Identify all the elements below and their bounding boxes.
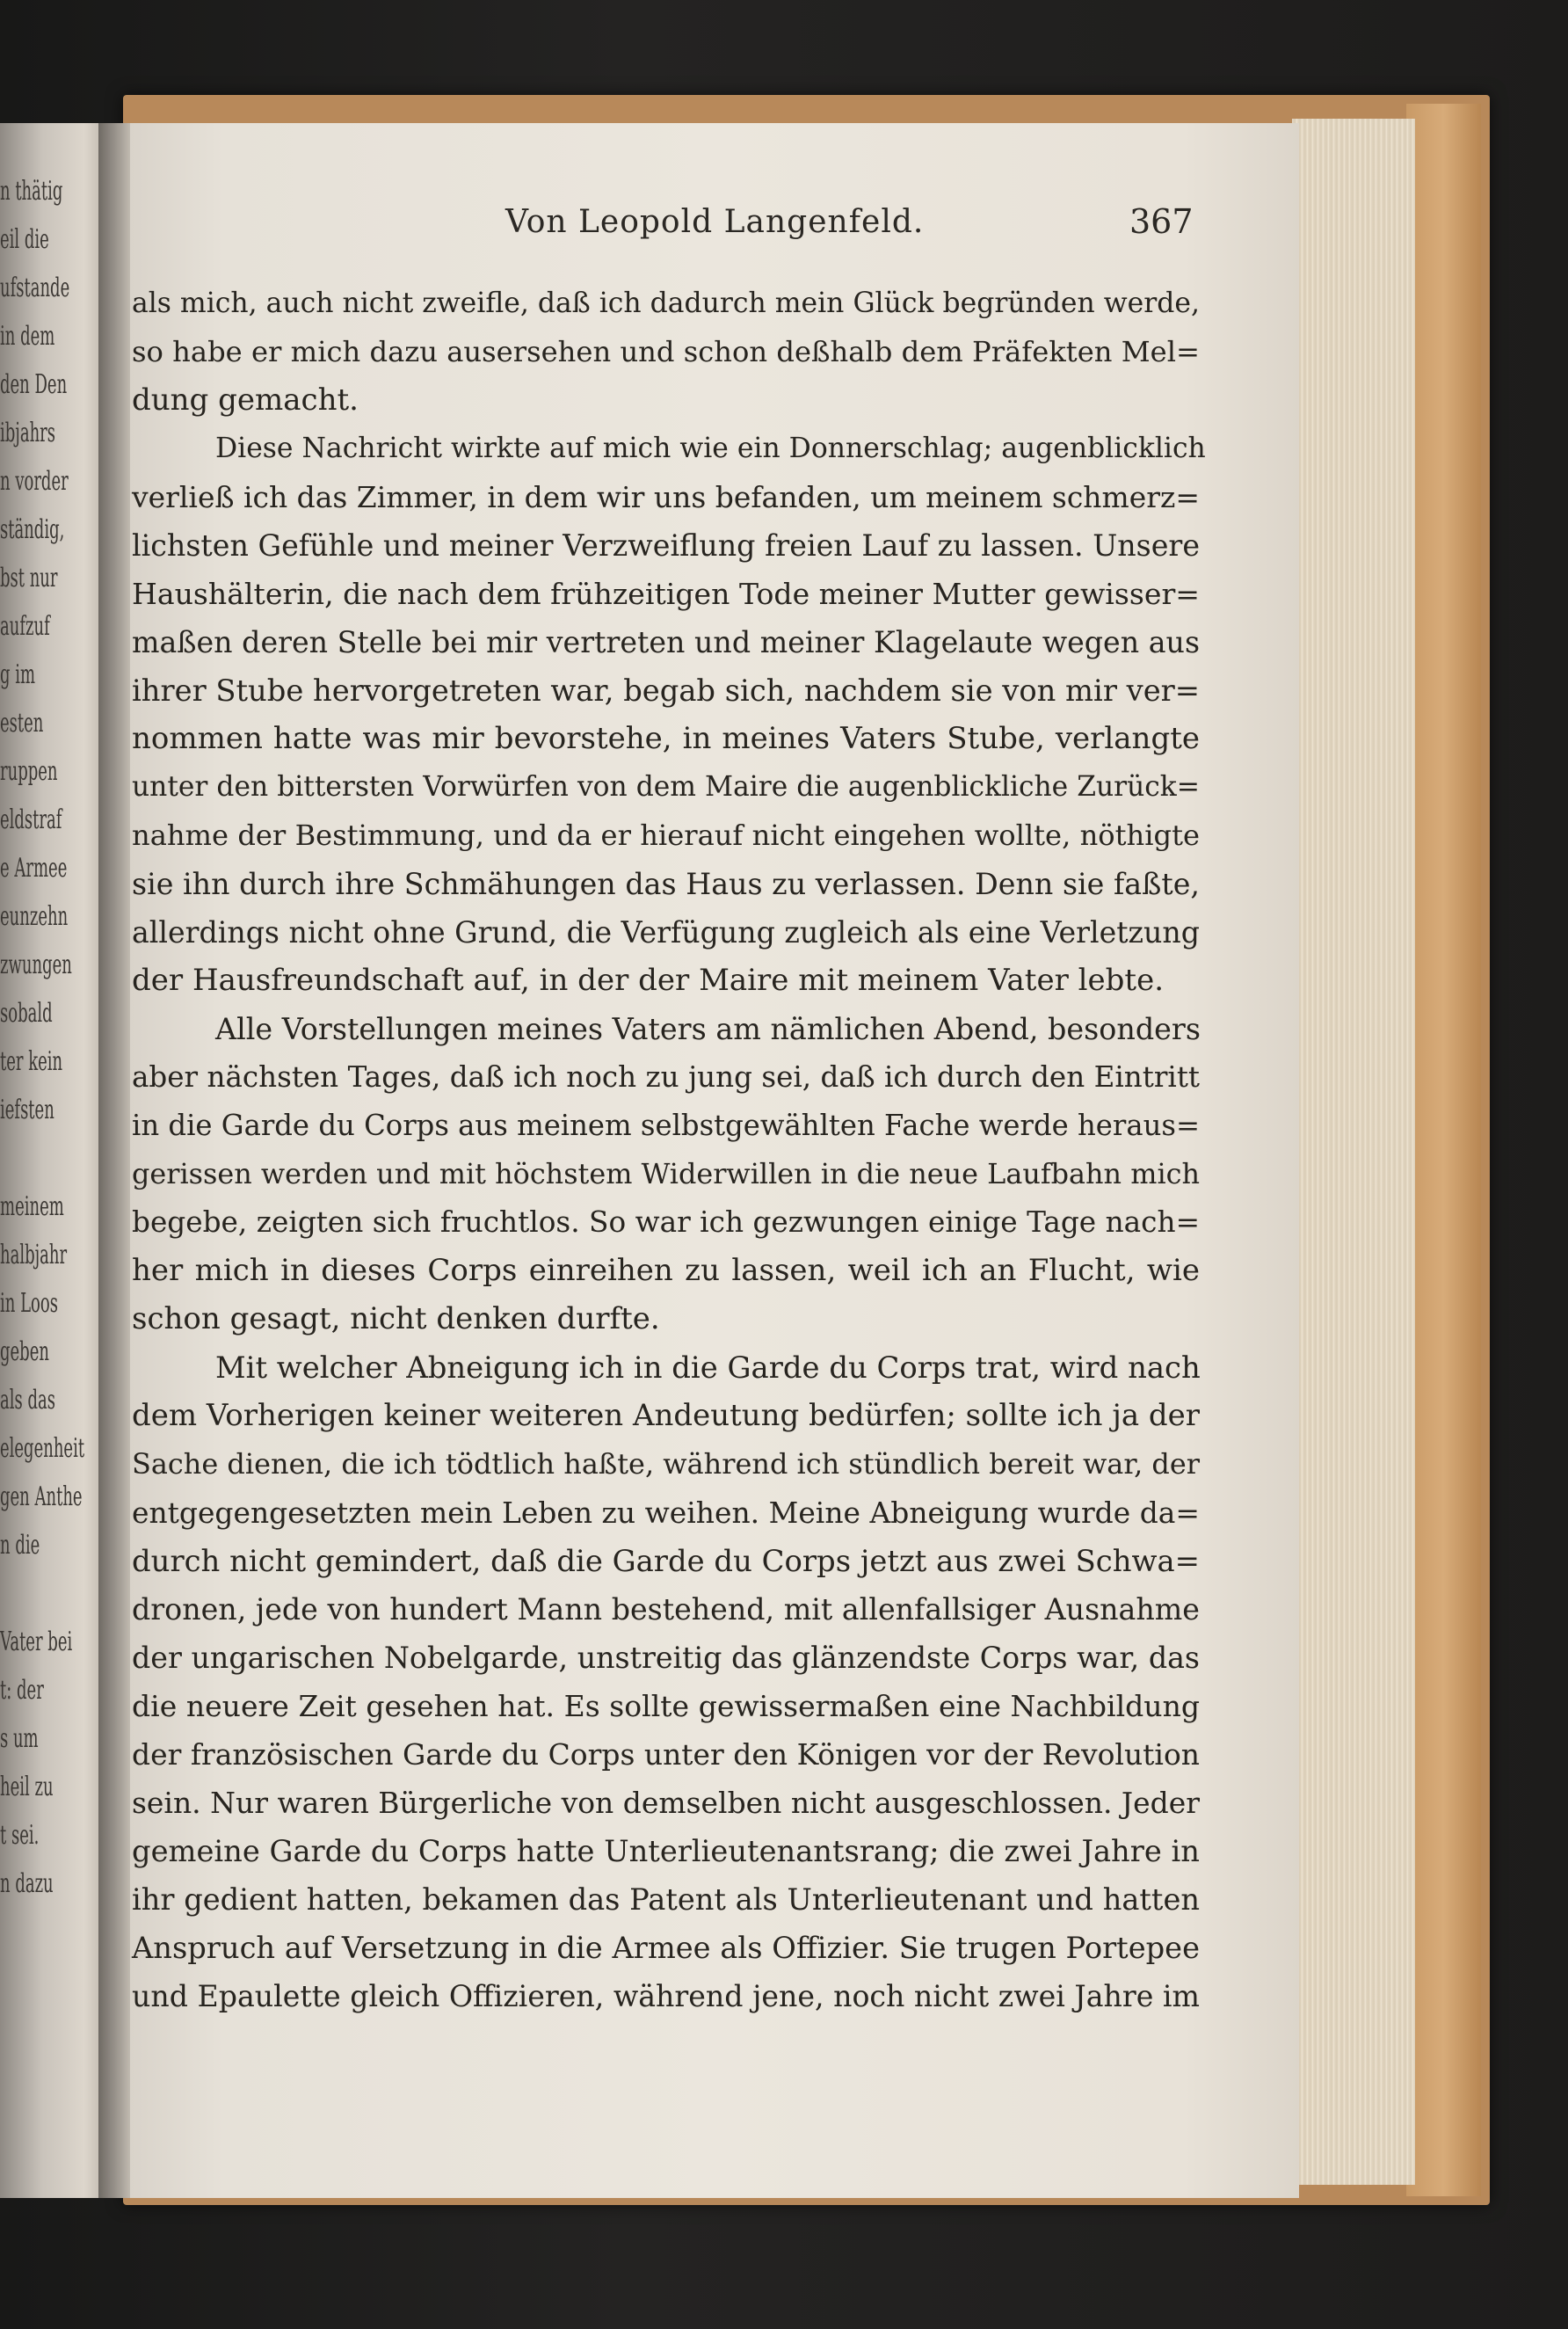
text-line: der Hausfreundschaft auf, in der der Maire mit meinem Vater lebte. <box>132 963 1164 998</box>
left-page-fragment: eunzehn <box>0 901 69 932</box>
text-line: dung gemacht. <box>132 382 359 418</box>
left-page-fragment: ständig, <box>0 514 65 545</box>
text-line: der ungarischen Nobelgarde, unstreitig das glänzendste Corps war, das <box>132 1641 1200 1675</box>
text-line: allerdings nicht ohne Grund, die Verfügung zugleich als eine Verletzung <box>132 915 1200 950</box>
left-page-fragment: gen Anthe <box>0 1481 83 1512</box>
text-line: in die Garde du Corps aus meinem selbstgewählten Fache werde heraus= <box>132 1109 1200 1142</box>
book-gutter <box>98 123 134 2198</box>
text-line: lichsten Gefühle und meiner Verzweiflung freien Lauf zu lassen. Unsere <box>132 528 1200 563</box>
text-line: aber nächsten Tages, daß ich noch zu jung sei, daß ich durch den Eintritt <box>132 1060 1200 1094</box>
text-line: die neuere Zeit gesehen hat. Es sollte gewissermaßen eine Nachbildung <box>132 1689 1200 1723</box>
text-line: Sache dienen, die ich tödtlich haßte, während ich stündlich bereit war, der <box>132 1447 1200 1481</box>
left-page-fragment: Vater bei <box>0 1627 73 1657</box>
text-line: maßen deren Stelle bei mir vertreten und meiner Klagelaute wegen aus <box>132 625 1200 659</box>
left-page-fragment: sobald <box>0 998 53 1029</box>
left-page-fragment: n dazu <box>0 1868 54 1899</box>
text-line: so habe er mich dazu ausersehen und schon deßhalb dem Präfekten Mel= <box>132 335 1200 368</box>
left-page-fragment: aufzuf <box>0 611 50 642</box>
left-page-fragment: s um <box>0 1723 39 1754</box>
left-page-fragment: eil die <box>0 224 49 255</box>
left-page-fragment: ufstande <box>0 273 70 303</box>
left-page-fragment: g im <box>0 659 36 690</box>
text-line: ihrer Stube hervorgetreten war, begab sich, nachdem sie von mir ver= <box>132 673 1201 708</box>
left-page-fragment: n die <box>0 1530 40 1561</box>
left-page-fragment: t sei. <box>0 1820 40 1851</box>
left-page-fragment: ter kein <box>0 1046 63 1077</box>
text-line: Diese Nachricht wirkte auf mich wie ein Donnerschlag; augenblicklich <box>215 433 1206 464</box>
text-line: schon gesagt, nicht denken durfte. <box>132 1301 660 1336</box>
text-line: der französischen Garde du Corps unter den Königen vor der Revolution <box>132 1737 1200 1772</box>
left-page-fragment: in dem <box>0 321 55 352</box>
text-line: Anspruch auf Versetzung in die Armee als Offizier. Sie trugen Portepee <box>132 1931 1200 1965</box>
text-line: dronen, jede von hundert Mann bestehend, mit allenfallsiger Ausnahme <box>132 1592 1200 1627</box>
text-line: Alle Vorstellungen meines Vaters am nämlichen Abend, besonders <box>215 1012 1201 1046</box>
left-page-fragment: ibjahrs <box>0 418 56 448</box>
cover-edge <box>1406 104 1481 2196</box>
text-line: verließ ich das Zimmer, in dem wir uns befanden, um meinem schmerz= <box>132 480 1200 514</box>
left-page-fragment: halbjahr <box>0 1240 68 1270</box>
left-page-fragment: esten <box>0 708 44 739</box>
left-page-fragment: iefsten <box>0 1095 54 1125</box>
left-page-fragment: zwungen <box>0 950 72 980</box>
left-page-fragment: als das <box>0 1385 55 1416</box>
left-page-fragment: n thätig <box>0 176 63 207</box>
left-page-fragment: eldstraf <box>0 804 62 835</box>
page-number: 367 <box>1129 202 1194 241</box>
text-line: entgegengesetzten mein Leben zu weihen. Meine Abneigung wurde da= <box>132 1496 1200 1530</box>
text-line: gerissen werden und mit höchstem Widerwillen in die neue Laufbahn mich <box>132 1157 1200 1190</box>
left-page-fragment: in Loos <box>0 1288 58 1319</box>
running-head: Von Leopold Langenfeld. <box>505 204 925 240</box>
left-page-fragment: geben <box>0 1336 49 1367</box>
left-page-fragment: den Den <box>0 369 68 400</box>
text-line: nahme der Bestimmung, und da er hierauf nicht eingehen wollte, nöthigte <box>132 819 1200 852</box>
text-line: unter den bittersten Vorwürfen von dem Maire die augenblickliche Zurück= <box>132 771 1200 803</box>
left-page-fragment: e Armee <box>0 853 68 884</box>
text-line: dem Vorherigen keiner weiteren Andeutung bedürfen; sollte ich ja der <box>132 1398 1200 1433</box>
text-line: als mich, auch nicht zweifle, daß ich dadurch mein Glück begründen werde, <box>132 287 1200 319</box>
text-line: gemeine Garde du Corps hatte Unterlieutenantsrang; die zwei Jahre in <box>132 1834 1200 1868</box>
text-line: ihr gedient hatten, bekamen das Patent als Unterlieutenant und hatten <box>132 1882 1200 1917</box>
left-page-fragment: ruppen <box>0 756 58 787</box>
text-line: sein. Nur waren Bürgerliche von demselben nicht ausgeschlossen. Jeder <box>132 1786 1200 1820</box>
left-page-fragment: meinem <box>0 1191 64 1222</box>
text-line: nommen hatte was mir bevorstehe, in meines Vaters Stube, verlangte <box>132 721 1200 756</box>
left-page-fragment: t: der <box>0 1675 44 1706</box>
body-text <box>132 280 1206 2020</box>
left-page-fragment: n vorder <box>0 466 69 497</box>
text-line: Mit welcher Abneigung ich in die Garde du Corps trat, wird nach <box>215 1350 1201 1385</box>
text-line: Haushälterin, die nach dem frühzeitigen Tode meiner Mutter gewisser= <box>132 577 1200 611</box>
text-line: her mich in dieses Corps einreihen zu lassen, weil ich an Flucht, wie <box>132 1253 1200 1288</box>
text-line: und Epaulette gleich Offizieren, während jene, noch nicht zwei Jahre im <box>132 1979 1200 2013</box>
text-line: sie ihn durch ihre Schmähungen das Haus zu verlassen. Denn sie faßte, <box>132 867 1200 901</box>
left-page-fragment: elegenheit <box>0 1433 85 1464</box>
left-page-fragment: bst nur <box>0 563 58 593</box>
left-page-fragment: heil zu <box>0 1772 54 1802</box>
text-line: begebe, zeigten sich fruchtlos. So war ich gezwungen einige Tage nach= <box>132 1205 1200 1239</box>
previous-page-edge <box>0 123 105 2198</box>
page-stack-edges <box>1292 119 1415 2185</box>
text-line: durch nicht gemindert, daß die Garde du Corps jetzt aus zwei Schwa= <box>132 1544 1200 1578</box>
